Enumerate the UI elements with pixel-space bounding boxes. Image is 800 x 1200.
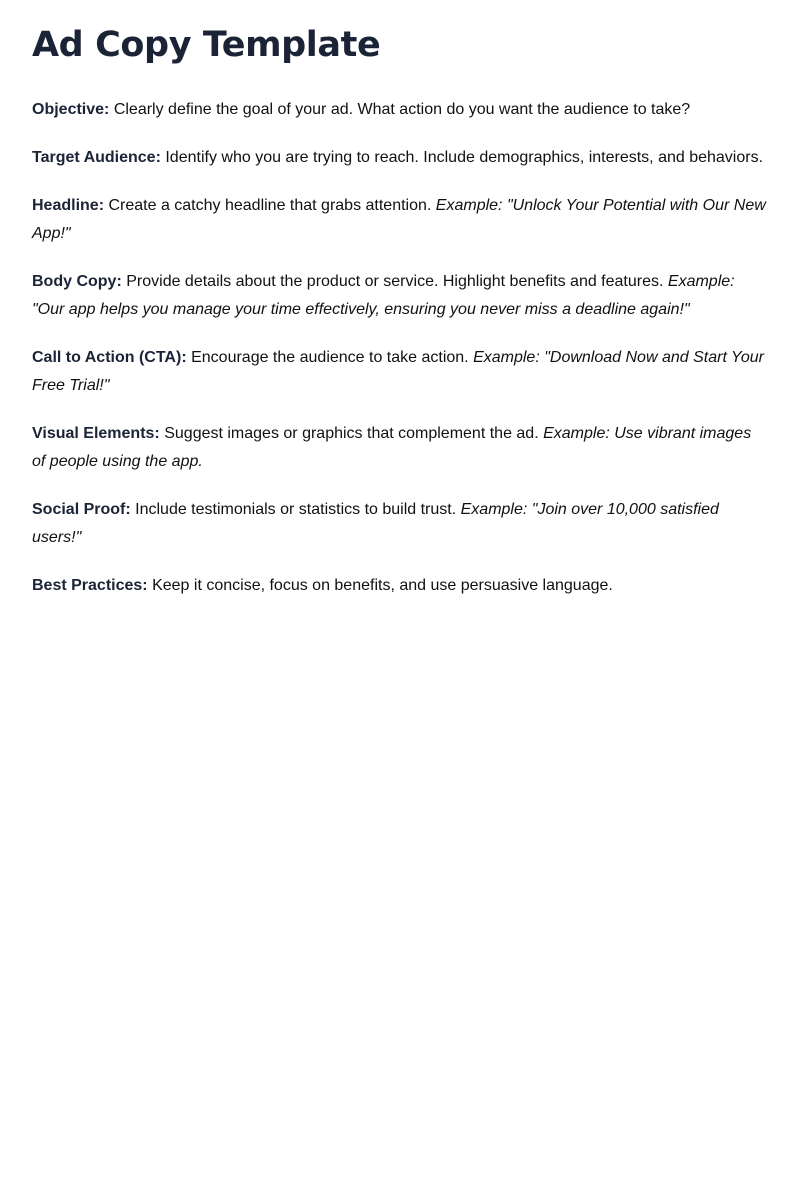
section-example: Example: Use vibrant images of people using the app.	[32, 425, 752, 470]
section-label: Objective:	[32, 101, 110, 118]
section-label: Social Proof:	[32, 501, 131, 518]
section-label: Target Audience:	[32, 149, 161, 166]
section-example: Example: "Join over 10,000 satisfied users!"	[32, 501, 719, 546]
section-example: Example: "Download Now and Start Your Free Trial!"	[32, 349, 764, 394]
section-call-to-action	[32, 344, 768, 400]
section-target-audience	[32, 144, 768, 172]
section-label: Best Practices:	[32, 577, 148, 594]
section-example: Example: "Unlock Your Potential with Our New App!"	[32, 197, 766, 242]
section-body-copy	[32, 268, 768, 324]
section-objective	[32, 96, 768, 124]
section-label: Body Copy:	[32, 273, 122, 290]
section-text: Identify who you are trying to reach. Include demographics, interests, and behaviors.	[165, 149, 764, 166]
section-example: Example: "Our app helps you manage your time effectively, ensuring you never miss a deadline again!"	[32, 273, 735, 318]
section-text: Clearly define the goal of your ad. What action do you want the audience to take?	[113, 101, 691, 118]
section-text: Keep it concise, focus on benefits, and use persuasive language.	[152, 577, 613, 594]
section-visual-elements	[32, 420, 768, 476]
section-social-proof	[32, 496, 768, 552]
page-title: Ad Copy Template	[32, 25, 381, 65]
section-text: Encourage the audience to take action.	[191, 349, 469, 366]
section-label: Visual Elements:	[32, 425, 160, 442]
section-label: Call to Action (CTA):	[32, 349, 187, 366]
section-headline	[32, 192, 768, 248]
section-text: Suggest images or graphics that complement the ad.	[164, 425, 539, 442]
section-text: Provide details about the product or service. Highlight benefits and features.	[126, 273, 664, 290]
section-best-practices	[32, 572, 768, 600]
section-text: Create a catchy headline that grabs attention.	[108, 197, 432, 214]
section-text: Include testimonials or statistics to build trust.	[135, 501, 457, 518]
section-label: Headline:	[32, 197, 105, 214]
